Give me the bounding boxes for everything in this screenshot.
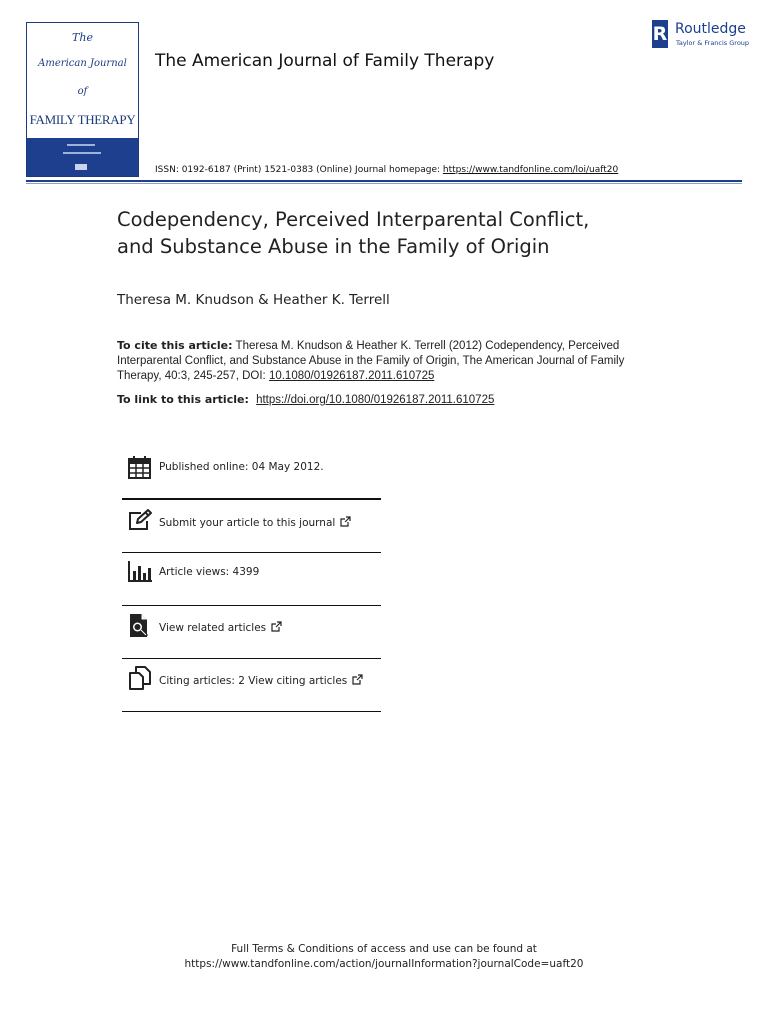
copy-icon [127,665,153,691]
external-link-icon [271,621,282,632]
issn-text: ISSN: 0192-6187 (Print) 1521-0383 (Online) Journal homepage: [155,165,443,175]
journal-title[interactable]: The American Journal of Family Therapy [155,51,495,71]
citing-articles-link[interactable] [159,674,363,687]
journal-cover [26,22,139,177]
related-articles-link[interactable] [159,621,282,634]
cover-text-family-therapy: FAMILY THERAPY [29,112,136,127]
header-divider-thin [26,183,742,184]
bar-chart-icon [127,559,153,585]
article-authors: Theresa M. Knudson & Heather K. Terrell [117,292,390,308]
article-views: Article views: 4399 [159,566,260,578]
cover-band [27,138,138,177]
edit-icon [127,508,153,534]
footer-terms-link[interactable]: https://www.tandfonline.com/action/journalInformation?journalCode=uaft20 [184,958,584,970]
article-title [117,206,677,260]
cover-text-of: of [77,86,88,97]
citing-articles-row[interactable] [122,659,381,711]
publisher-name: Routledge [675,21,746,37]
published-row [122,448,381,500]
cover-text-american-journal: American Journal [38,58,127,69]
cover-top [27,23,138,138]
divider [122,711,381,712]
issn-line [155,165,618,175]
external-link-icon [340,516,351,527]
cite-doi-link[interactable]: 10.1080/01926187.2011.610725 [268,370,435,382]
link-label: To link to this article: [117,393,249,406]
published-date: Published online: 04 May 2012. [159,461,324,473]
divider [122,498,381,500]
publisher-group: Taylor & Francis Group [676,39,750,47]
cite-label: To cite this article: [117,339,233,352]
article-title-line2: and Substance Abuse in the Family of Origin [117,235,550,258]
article-views-row [122,553,381,605]
routledge-mark: R [652,20,668,48]
related-articles-row[interactable] [122,606,381,658]
cover-text-the: The [72,31,93,44]
header-divider [26,180,742,182]
footer-terms: Full Terms & Conditions of access and use can be found at [231,943,537,955]
related-articles-label: View related articles [159,622,267,634]
citing-articles-label: Citing articles: 2 View citing articles [159,675,348,687]
journal-homepage-link[interactable]: https://www.tandfonline.com/loi/uaft20 [442,165,619,175]
article-link-line [117,393,494,406]
publisher-logo[interactable] [652,20,752,52]
article-doi-link[interactable]: https://doi.org/10.1080/01926187.2011.610725 [256,394,495,406]
submit-article-link[interactable] [159,516,351,529]
calendar-icon [127,455,153,481]
citation-block [117,338,657,384]
article-title-line1: Codependency, Perceived Interparental Conflict, [117,208,590,231]
external-link-icon [352,674,363,685]
search-document-icon [127,613,153,639]
submit-article-row[interactable] [122,501,381,553]
submit-article-label: Submit your article to this journal [159,517,336,529]
cite-text: Theresa M. Knudson & Heather K. Terrell (2012) Codependency, Perceived Interparental Conflict, and Substance Abuse in the Family of Origin, The American Journal of Family Therapy, 40:3, 245-257, DOI: [117,340,625,382]
cover-publisher-mark [75,164,87,170]
